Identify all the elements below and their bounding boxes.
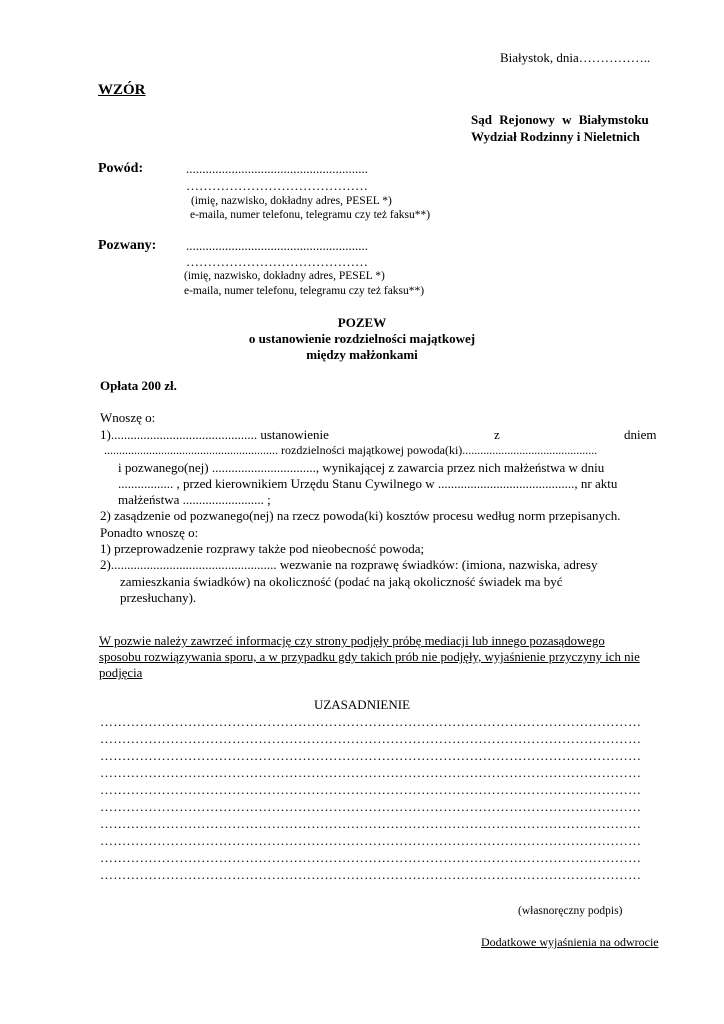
- request-1-line-5: małżeństwa ......................... ;: [118, 492, 271, 507]
- request-1-part-b: z: [494, 427, 500, 442]
- additional-request-2-line-3: przesłuchany).: [120, 590, 197, 605]
- mediation-note-line-3: podjęcia: [99, 666, 143, 680]
- justification-line: ……………………………………………………………………………………………………………: [100, 714, 642, 729]
- additional-request-2-line-1: 2)................................................... wezwanie na rozprawę świadków: (imiona, nazwiska, adresy: [100, 557, 598, 572]
- defendant-dots-2: ……………………………………: [186, 254, 368, 269]
- request-1-line-3: i pozwanego(nej) ................................, wynikającej z zawarcia przez nich małżeństwa w dniu: [118, 460, 605, 475]
- document-title: POZEW: [337, 315, 387, 330]
- defendant-hint-1: (imię, nazwisko, dokładny adres, PESEL *): [184, 270, 385, 282]
- justification-line: ……………………………………………………………………………………………………………: [100, 833, 642, 848]
- template-label: WZÓR: [98, 82, 146, 98]
- defendant-hint-2: e-maila, numer telefonu, telegramu czy też faksu**): [184, 285, 425, 297]
- mediation-note-line-1: W pozwie należy zawrzeć informację czy strony podjęły próbę mediacji lub innego pozasądowego: [99, 634, 605, 648]
- plaintiff-label: Powód:: [98, 161, 144, 176]
- additional-requests-intro: Ponadto wnoszę o:: [100, 525, 199, 540]
- request-intro: Wnoszę o:: [100, 410, 156, 425]
- justification-line: ……………………………………………………………………………………………………………: [100, 816, 642, 831]
- additional-request-2-line-2: zamieszkania świadków) na okoliczność (podać na jaką okoliczność świadek ma być: [120, 574, 563, 589]
- plaintiff-dots-1: ........................................................: [186, 161, 368, 176]
- request-1-line-4: ................. , przed kierownikiem Urzędu Stanu Cywilnego w .........................................., nr aktu: [118, 476, 618, 491]
- defendant-label: Pozwany:: [98, 238, 157, 253]
- document-subtitle-1: o ustanowienie rozdzielności majątkowej: [248, 331, 476, 346]
- justification-heading: UZASADNIENIE: [313, 697, 411, 712]
- justification-line: ……………………………………………………………………………………………………………: [100, 731, 642, 746]
- court-name: Sąd Rejonowy w Białymstoku: [471, 112, 649, 127]
- place-date: Białystok, dnia……………..: [500, 50, 651, 65]
- mediation-note-line-2: sposobu rozwiązywania sporu, a w przypadku gdy takich prób nie podjęły, wyjaśnienie przyczyny ich nie: [99, 650, 640, 664]
- request-2: 2) zasądzenie od pozwanego(nej) na rzecz powoda(ki) kosztów procesu według norm przepisanych.: [100, 508, 621, 523]
- plaintiff-hint-2: e-maila, numer telefonu, telegramu czy też faksu**): [190, 209, 431, 221]
- footer-note: Dodatkowe wyjaśnienia na odwrocie: [481, 935, 659, 949]
- justification-line: ……………………………………………………………………………………………………………: [100, 765, 642, 780]
- request-1-line-2: .......................................................... rozdzielności majątkowej powoda(ki).............................................: [104, 443, 598, 457]
- fee-amount: Opłata 200 zł.: [100, 378, 177, 393]
- signature-label: (własnoręczny podpis): [518, 905, 623, 917]
- court-department: Wydział Rodzinny i Nieletnich: [471, 129, 640, 144]
- plaintiff-hint-1: (imię, nazwisko, dokładny adres, PESEL *): [191, 195, 392, 207]
- request-1-part-c: dniem: [624, 427, 657, 442]
- plaintiff-dots-2: ……………………………………: [186, 178, 368, 193]
- additional-request-1: 1) przeprowadzenie rozprawy także pod nieobecność powoda;: [100, 541, 425, 556]
- defendant-dots-1: ........................................................: [186, 238, 368, 253]
- document-subtitle-2: między małżonkami: [306, 347, 418, 362]
- request-1-part-a: 1)............................................. ustanowienie: [100, 427, 329, 442]
- justification-line: ……………………………………………………………………………………………………………: [100, 867, 642, 882]
- justification-line: ……………………………………………………………………………………………………………: [100, 799, 642, 814]
- justification-line: ……………………………………………………………………………………………………………: [100, 850, 642, 865]
- justification-line: ……………………………………………………………………………………………………………: [100, 748, 642, 763]
- justification-line: ……………………………………………………………………………………………………………: [100, 782, 642, 797]
